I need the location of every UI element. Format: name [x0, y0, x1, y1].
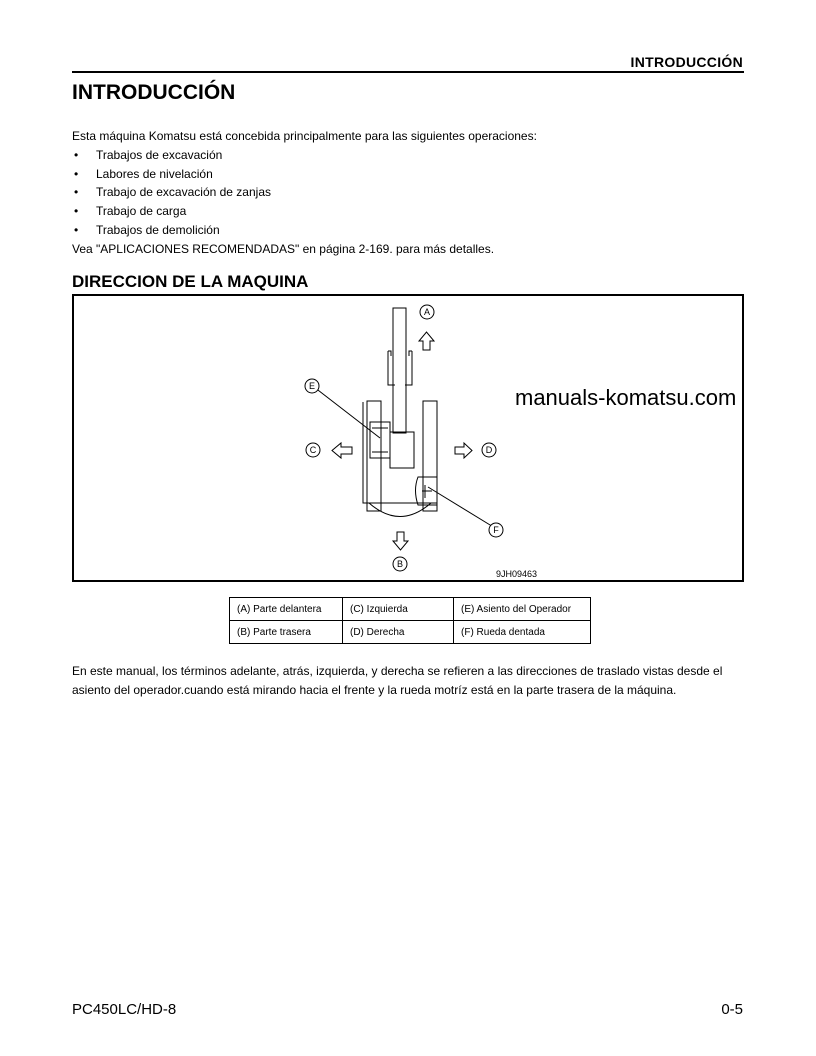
section-title: DIRECCION DE LA MAQUINA [72, 272, 309, 291]
table-cell: (C) Izquierda [343, 598, 454, 621]
label-d: D [485, 445, 493, 455]
list-item: • Labores de nivelación [72, 165, 537, 184]
direction-paragraph: En este manual, los términos adelante, atrás, izquierda, y derecha se refieren a las direcciones de traslado vistas desde el asiento del operador.cuando está mirando hacia el frente y la rueda motríz está en la parte trasera de la máquina. [72, 664, 723, 697]
boom-shape [393, 308, 406, 433]
page-title: INTRODUCCIÓN [72, 81, 236, 104]
label-a: A [423, 307, 431, 317]
table-row [230, 621, 591, 644]
table-cell: (D) Derecha [343, 621, 454, 644]
intro-lead: Esta máquina Komatsu está concebida principalmente para las siguientes operaciones: [72, 129, 537, 143]
operations-list [72, 146, 537, 240]
list-item: • Trabajos de excavación [72, 146, 537, 165]
table-cell: (B) Parte trasera [230, 621, 343, 644]
machine-direction-figure [72, 294, 744, 582]
header-rule [72, 71, 744, 73]
label-e: E [308, 381, 316, 391]
table-row [230, 598, 591, 621]
table-cell: (A) Parte delantera [230, 598, 343, 621]
legend-table [229, 597, 591, 644]
label-c: C [309, 445, 317, 455]
footer-page-number: 0-5 [721, 1001, 743, 1018]
table-cell: (E) Asiento del Operador [454, 598, 591, 621]
label-f: F [493, 525, 499, 535]
intro-section [72, 127, 537, 259]
footer-model: PC450LC/HD-8 [72, 1001, 177, 1018]
figure-code: 9JH09463 [496, 569, 538, 579]
see-reference: Vea "APLICACIONES RECOMENDADAS" en página 2-169. para más detalles. [72, 241, 495, 256]
list-item: • Trabajo de excavación de zanjas [72, 183, 537, 202]
list-item: • Trabajos de demolición [72, 221, 537, 240]
list-item: • Trabajo de carga [72, 202, 537, 221]
table-cell: (F) Rueda dentada [454, 621, 591, 644]
watermark: manuals-komatsu.com [515, 385, 737, 410]
machine-diagram [74, 296, 742, 580]
running-header: INTRODUCCIÓN [630, 54, 743, 70]
label-b: B [396, 559, 404, 569]
